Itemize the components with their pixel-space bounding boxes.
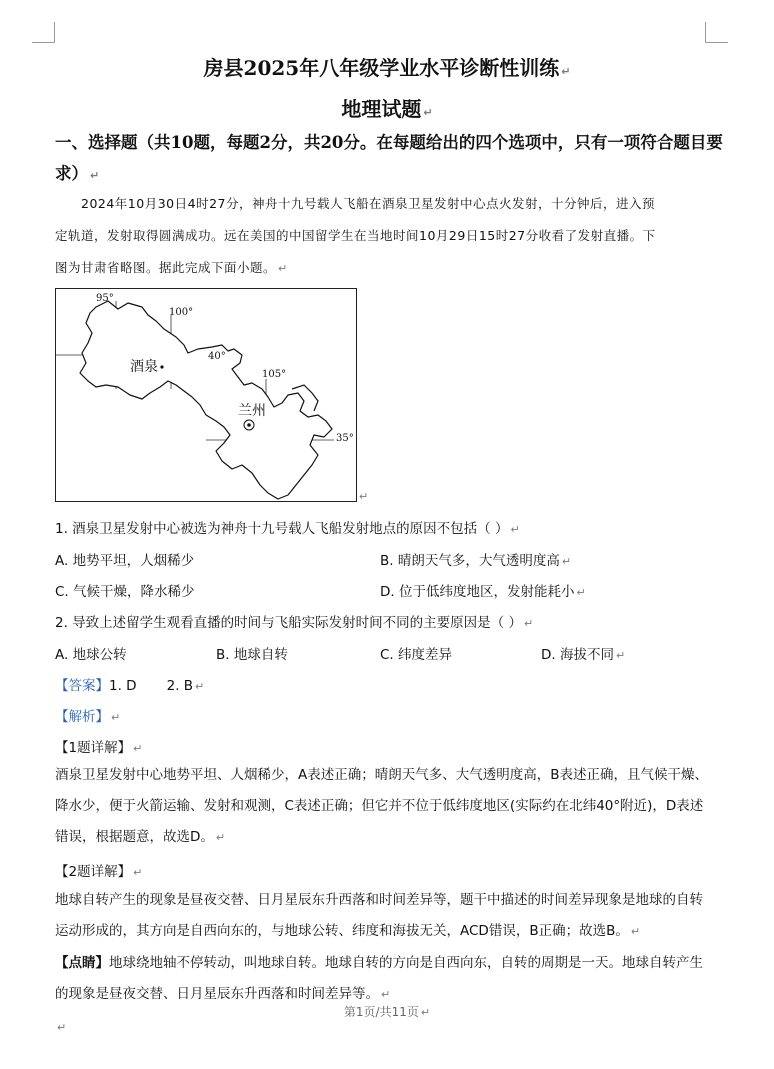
paragraph-mark: ↵: [561, 65, 571, 78]
city-dot-jiuquan: [160, 365, 163, 368]
page-corner-mark-right: [705, 22, 728, 43]
q1-option-b: [380, 549, 571, 569]
intro-line-3: 图为甘肃省略图。据此完成下面小题。: [55, 260, 277, 275]
intro-paragraph: [55, 188, 715, 285]
label-100: 100°: [169, 307, 194, 318]
answer-text: 1. D 2. B: [109, 678, 194, 694]
document-title-text: 房县2025年八年级学业水平诊断性训练: [203, 56, 560, 80]
detail-2-paragraph: [55, 885, 715, 947]
paragraph-mark: ↵: [420, 1006, 431, 1019]
paragraph-mark: ↵: [381, 988, 391, 1001]
document-subtitle-text: 地理试题: [341, 97, 422, 121]
question-1-stem: 1. 酒泉卫星发射中心被选为神舟十九号载人飞船发射地点的原因不包括（ ）: [55, 521, 509, 537]
paragraph-mark: ↵: [195, 680, 205, 693]
q1-option-b-text: B. 晴朗天气多，大气透明度高: [380, 553, 560, 569]
paragraph-mark: ↵: [359, 490, 369, 503]
detail-2-label: 【2题详解】: [55, 864, 132, 880]
section-heading-line-2: 求）: [55, 164, 88, 183]
label-95: 95°: [96, 293, 114, 304]
paragraph-mark: ↵: [423, 106, 433, 119]
paragraph-mark: ↵: [630, 925, 641, 938]
gansu-map-figure: [55, 288, 357, 502]
paragraph-mark: ↵: [133, 742, 143, 755]
document-subtitle: [0, 93, 774, 122]
q2-option-c: C. 纬度差异: [380, 647, 453, 663]
paragraph-mark: ↵: [90, 169, 100, 182]
q2-option-b: B. 地球自转: [216, 647, 288, 663]
q1-option-d: [380, 580, 586, 600]
detail-1-text: 酒泉卫星发射中心地势平坦、人烟稀少，A表述正确；晴朗天气多、大气透明度高，B表述正确，且气候干燥、降水少，便于火箭运输、发射和观测，C表述正确；但它并不位于低纬度地区(实际约在北纬40°附近)，D表述错误，根据题意，故选D。: [55, 767, 708, 845]
intro-line-1: 2024年10月30日4时27分，神舟十九号载人飞船在酒泉卫星发射中心点火发射，十分钟后，进入预: [81, 196, 655, 211]
page-number: 第1页/共11页: [343, 1005, 419, 1019]
question-2: [55, 611, 533, 631]
question-2-stem: 2. 导致上述留学生观看直播的时间与飞船实际发射时间不同的主要原因是（ ）: [55, 615, 522, 631]
section-heading: [55, 127, 725, 191]
paragraph-mark: ↵: [615, 649, 626, 662]
paragraph-mark: ↵: [576, 586, 586, 599]
q2-option-a: A. 地球公转: [55, 647, 127, 663]
paragraph-mark: ↵: [133, 866, 143, 879]
paragraph-mark: ↵: [278, 262, 288, 275]
tip-paragraph: [55, 948, 715, 1010]
document-title: [0, 52, 774, 81]
label-40: 40°: [208, 351, 226, 362]
section-heading-line-1: 一、选择题（共10题，每题2分，共20分。在每题给出的四个选项中，只有一项符合题目要: [55, 133, 723, 152]
page-corner-mark-left: [32, 22, 55, 43]
detail-1-heading: [55, 736, 142, 756]
gansu-map: [56, 289, 356, 501]
paragraph-mark: ↵: [561, 555, 572, 568]
label-35: 35°: [336, 433, 354, 444]
analysis-line: [55, 705, 120, 725]
intro-line-2: 定轨道，发射取得圆满成功。远在美国的中国留学生在当地时间10月29日15时27分收看了发射直播。下: [55, 228, 656, 243]
tip-text: 地球绕地轴不停转动，叫地球自转。地球自转的方向是自西向东，自转的周期是一天。地球自转产生的现象是昼夜交替、日月星辰东升西落和时间差异等。: [55, 955, 703, 1002]
detail-2-heading: [55, 860, 142, 880]
detail-2-text: 地球自转产生的现象是昼夜交替、日月星辰东升西落和时间差异等，题干中描述的时间差异现象是地球的自转运动形成的，其方向是自西向东的，与地球公转、纬度和海拔无关，ACD错误，B正确；故选B。: [55, 892, 703, 939]
q1-option-a: A. 地势平坦，人烟稀少: [55, 553, 195, 569]
paragraph-mark: ↵: [111, 711, 121, 724]
paragraph-mark: ↵: [510, 523, 520, 536]
capital-symbol-inner: [247, 423, 251, 427]
q2-option-d-text: D. 海拔不同: [541, 647, 614, 663]
label-lanzhou: 兰州: [238, 403, 266, 419]
tip-label: 【点睛】: [55, 955, 109, 971]
page-footer: [0, 1003, 774, 1020]
label-jiuquan: 酒泉: [130, 359, 158, 375]
analysis-label: 【解析】: [55, 709, 109, 725]
detail-1-label: 【1题详解】: [55, 740, 132, 756]
question-1: [55, 517, 520, 537]
paragraph-mark: ↵: [57, 1021, 67, 1034]
q1-option-d-text: D. 位于低纬度地区，发射能耗小: [380, 584, 575, 600]
q2-option-d: [541, 643, 625, 663]
gansu-outline: [80, 301, 332, 499]
paragraph-mark: ↵: [523, 617, 534, 630]
paragraph-mark: ↵: [215, 831, 226, 844]
answer-label: 【答案】: [55, 678, 109, 694]
detail-1-paragraph: [55, 760, 715, 853]
label-105: 105°: [262, 369, 287, 380]
q1-option-c: C. 气候干燥，降水稀少: [55, 584, 195, 600]
answer-line: [55, 674, 204, 694]
